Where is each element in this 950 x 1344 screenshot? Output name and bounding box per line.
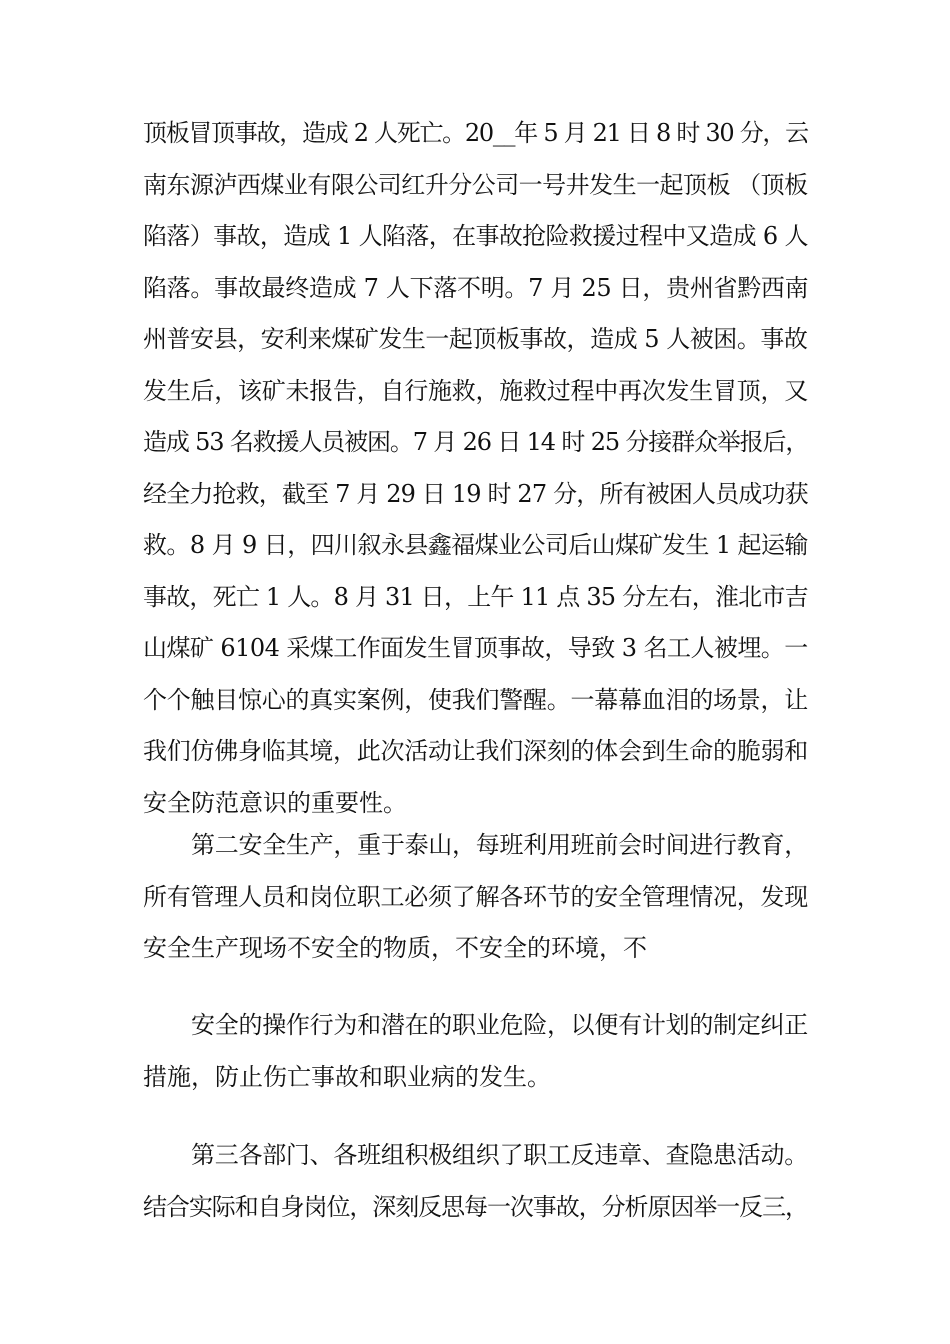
text-line: 结合实际和自身岗位，深刻反思每一次事故，分析原因举一反三， — [143, 1192, 808, 1221]
text-line: 顶板冒顶事故，造成 2 人死亡。20__年 5 月 21 日 8 时 30 分，云 — [143, 119, 808, 147]
text-line: 南东源泸西煤业有限公司红升分公司一号井发生一起顶板 （顶板 — [143, 170, 808, 199]
text-line: 措施，防止伤亡事故和职业病的发生。 — [143, 1062, 551, 1091]
text-line: 所有管理人员和岗位职工必须了解各环节的安全管理情况，发现 — [143, 882, 808, 911]
text-line: 安全的操作行为和潜在的职业危险，以便有计划的制定纠正 — [191, 1011, 808, 1039]
paragraph-second-point-continued — [143, 1000, 808, 1103]
text-line: 第三各部门、各班组积极组织了职工反违章、查隐患活动。 — [191, 1141, 808, 1169]
text-line: 个个触目惊心的真实案例，使我们警醒。一幕幕血泪的场景，让 — [143, 685, 808, 714]
text-line: 山煤矿 6104 采煤工作面发生冒顶事故，导致 3 名工人被埋。一 — [143, 634, 808, 662]
text-line: 我们仿佛身临其境，此次活动让我们深刻的体会到生命的脆弱和 — [143, 737, 808, 765]
text-line: 事故，死亡 1 人。8 月 31 日，上午 11 点 35 分左右，淮北市吉 — [143, 582, 808, 611]
text-line: 陷落）事故，造成 1 人陷落，在事故抢险救援过程中又造成 6 人 — [143, 222, 808, 250]
text-line: 造成 53 名救援人员被困。7 月 26 日 14 时 25 分接群众举报后， — [143, 428, 809, 456]
paragraph-third-point — [143, 1130, 808, 1233]
paragraph-second-point — [143, 820, 808, 975]
text-line: 经全力抢救，截至 7 月 29 日 19 时 27 分，所有被困人员成功获 — [143, 479, 808, 508]
text-line: 救。8 月 9 日，四川叙永县鑫福煤业公司后山煤矿发生 1 起运输 — [143, 531, 808, 559]
text-line: 安全防范意识的重要性。 — [143, 788, 407, 817]
text-line: 安全生产现场不安全的物质，不安全的环境，不 — [143, 934, 647, 962]
paragraph-accident-cases — [143, 108, 808, 829]
text-line: 第二安全生产，重于泰山，每班利用班前会时间进行教育， — [191, 831, 808, 859]
text-line: 州普安县，安利来煤矿发生一起顶板事故，造成 5 人被困。事故 — [143, 325, 808, 353]
text-line: 发生后，该矿未报告，自行施救，施救过程中再次发生冒顶，又 — [143, 376, 808, 405]
text-line: 陷落。事故最终造成 7 人下落不明。7 月 25 日，贵州省黔西南 — [143, 273, 809, 302]
